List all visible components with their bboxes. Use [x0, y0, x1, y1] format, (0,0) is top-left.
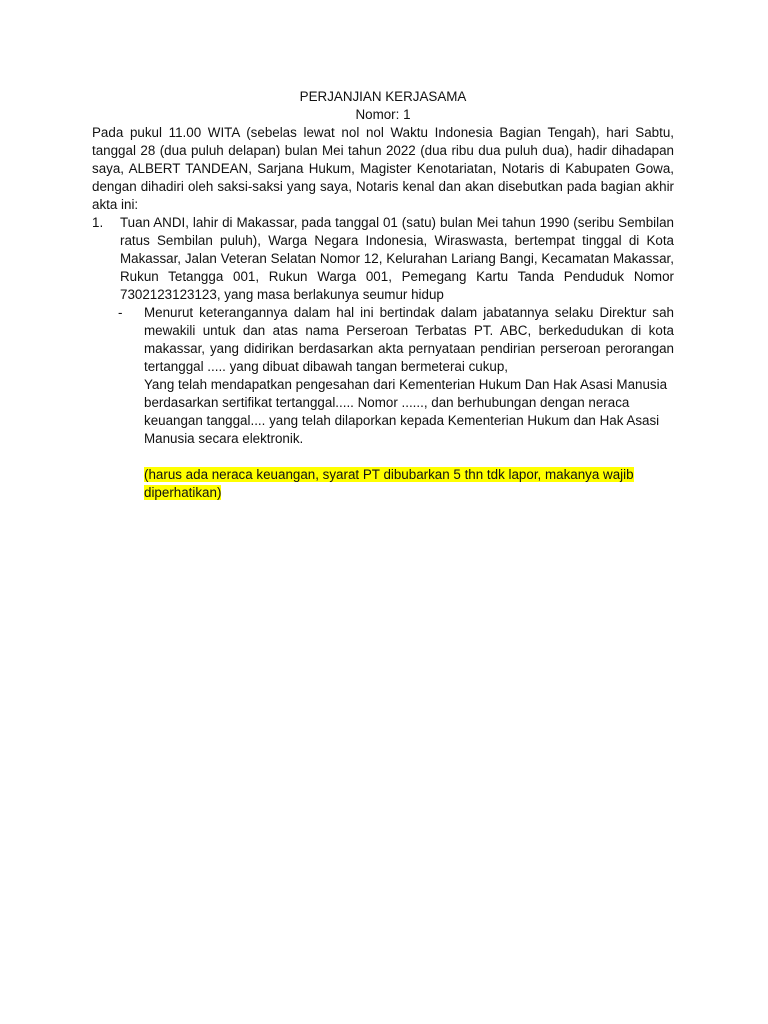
sub-item-text-1: Menurut keterangannya dalam hal ini bertindak dalam jabatannya selaku Direktur sah mewakili untuk dan atas nama Perseroan Terbatas PT. ABC, berkedudukan di kota makassar, yang didirikan berdasarkan akta pernyataan pendirian perseroan perorangan tertanggal ..... yang dibuat dibawah tangan bermeterai cukup, [144, 305, 674, 374]
sub-list-item [118, 304, 674, 448]
sub-item-text-2: Yang telah mendapatkan pengesahan dari Kementerian Hukum Dan Hak Asasi Manusia berdasarkan sertifikat tertanggal..... Nomor ......, dan berhubungan dengan neraca keuangan tanggal.... yang telah dilaporkan kepada Kementerian Hukum dan Hak Asasi Manusia secara elektronik. [144, 377, 668, 446]
document-number: Nomor: 1 [355, 107, 411, 122]
highlight-note-wrap [144, 466, 674, 502]
document-page [92, 88, 674, 502]
list-item-number: 1. [92, 215, 104, 230]
intro-paragraph: Pada pukul 11.00 WITA (sebelas lewat nol nol Waktu Indonesia Bagian Tengah), hari Sabtu, tanggal 28 (dua puluh delapan) bulan Mei tahun 2022 (dua ribu dua puluh dua), hadir dihadapan saya, ALBERT TANDEAN, Sarjana Hukum, Magister Kenotariatan, Notaris di Kabupaten Gowa, dengan dihadiri oleh saksi-saksi yang saya, Notaris kenal dan akan disebutkan pada bagian akhir akta ini: [92, 125, 674, 212]
document-title: PERJANJIAN KERJASAMA [299, 89, 467, 104]
highlighted-note: (harus ada neraca keuangan, syarat PT dibubarkan 5 thn tdk lapor, makanya wajib diperhatikan) [144, 467, 634, 500]
list-item [92, 214, 674, 304]
list-item-text: Tuan ANDI, lahir di Makassar, pada tanggal 01 (satu) bulan Mei tahun 1990 (seribu Sembilan ratus Sembilan puluh), Warga Negara Indonesia, Wiraswasta, bertempat tinggal di Kota Makassar, Jalan Veteran Selatan Nomor 12, Kelurahan Lariang Bangi, Kecamatan Makassar, Rukun Tetangga 001, Rukun Warga 001, Pemegang Kartu Tanda Penduduk Nomor 7302123123123, yang masa berlakunya seumur hidup [120, 215, 674, 302]
dash-bullet: - [118, 305, 123, 320]
